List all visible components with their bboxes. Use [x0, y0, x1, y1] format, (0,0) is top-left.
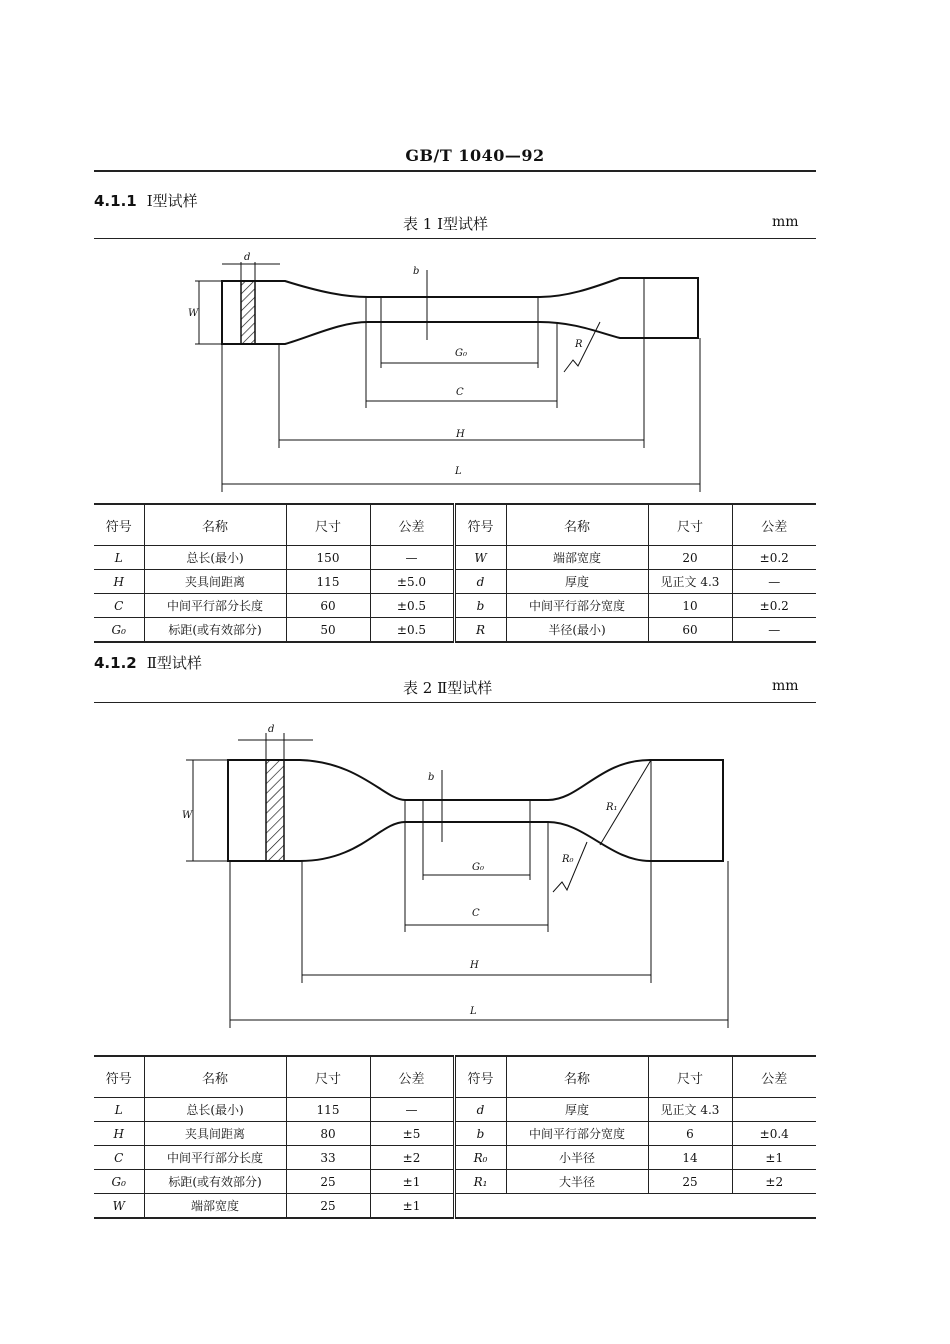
fig2-label-L: L — [470, 1006, 477, 1017]
cell-name: 中间平行部分宽度 — [506, 594, 648, 618]
specimen-outline-2 — [228, 760, 723, 861]
cell-symbol: R — [454, 618, 506, 643]
cell-symbol: H — [94, 570, 144, 594]
cell-size: 25 — [286, 1170, 370, 1194]
header-size: 尺寸 — [286, 504, 370, 546]
cell-size: 25 — [286, 1194, 370, 1219]
cell-size: 14 — [648, 1146, 732, 1170]
cell-name: 端部宽度 — [144, 1194, 286, 1219]
header-symbol: 符号 — [454, 1056, 506, 1098]
cell-size: 60 — [286, 594, 370, 618]
header-size: 尺寸 — [286, 1056, 370, 1098]
cell-symbol: H — [94, 1122, 144, 1146]
cell-size: 25 — [648, 1170, 732, 1194]
cell-name: 中间平行部分长度 — [144, 594, 286, 618]
cell-tolerance: — — [732, 570, 816, 594]
cell-size: 10 — [648, 594, 732, 618]
header-name: 名称 — [144, 1056, 286, 1098]
cell-name: 半径(最小) — [506, 618, 648, 643]
header-symbol: 符号 — [94, 504, 144, 546]
fig1-label-W: W — [188, 308, 199, 319]
cell-symbol: W — [454, 546, 506, 570]
cell-tolerance: ±0.5 — [370, 618, 454, 643]
cell-size: 115 — [286, 570, 370, 594]
fig1-label-L: L — [455, 466, 462, 477]
cell-name: 小半径 — [506, 1146, 648, 1170]
cell-size: 150 — [286, 546, 370, 570]
cell-name: 中间平行部分宽度 — [506, 1122, 648, 1146]
cell-symbol: b — [454, 594, 506, 618]
cell-size: 80 — [286, 1122, 370, 1146]
cell-tolerance — [732, 1098, 816, 1122]
fig1-label-H: H — [456, 429, 465, 440]
fig2-label-G0: G₀ — [472, 862, 484, 873]
cell-tolerance: ±2 — [370, 1146, 454, 1170]
cell-tolerance: ±2 — [732, 1170, 816, 1194]
fig2-label-d: d — [268, 724, 275, 735]
fig2-label-W: W — [182, 810, 193, 821]
cell-symbol: b — [454, 1122, 506, 1146]
dimension-table-2 — [94, 1055, 816, 1219]
cell-symbol: W — [94, 1194, 144, 1219]
table-row — [94, 1194, 816, 1219]
header-size: 尺寸 — [648, 1056, 732, 1098]
cell-name: 端部宽度 — [506, 546, 648, 570]
cell-tolerance: ±0.5 — [370, 594, 454, 618]
cell-size: 20 — [648, 546, 732, 570]
cell-symbol: C — [94, 594, 144, 618]
empty-cell — [454, 1194, 816, 1219]
cell-name: 厚度 — [506, 570, 648, 594]
cell-name: 厚度 — [506, 1098, 648, 1122]
cell-symbol: d — [454, 570, 506, 594]
cell-tolerance: ±1 — [370, 1170, 454, 1194]
header-name: 名称 — [144, 504, 286, 546]
cell-symbol: d — [454, 1098, 506, 1122]
cell-name: 中间平行部分长度 — [144, 1146, 286, 1170]
header-name: 名称 — [506, 1056, 648, 1098]
table-row — [94, 1098, 816, 1122]
header-tolerance: 公差 — [370, 1056, 454, 1098]
table-row — [94, 1122, 816, 1146]
fig1-label-G0: G₀ — [455, 348, 467, 359]
table-caption-1: 表 1 Ⅰ型试样 — [403, 215, 489, 233]
section-title: Ⅰ型试样 — [146, 192, 198, 210]
cell-tolerance: ±0.2 — [732, 546, 816, 570]
cell-tolerance: ±1 — [370, 1194, 454, 1219]
cell-name: 标距(或有效部分) — [144, 618, 286, 643]
cell-symbol: R₁ — [454, 1170, 506, 1194]
cell-size: 见正文 4.3 — [648, 570, 732, 594]
cell-size: 50 — [286, 618, 370, 643]
cell-name: 标距(或有效部分) — [144, 1170, 286, 1194]
unit-label-1: mm — [772, 214, 799, 230]
thickness-section-hatch — [266, 760, 284, 861]
cell-tolerance: ±5.0 — [370, 570, 454, 594]
table-row — [94, 1170, 816, 1194]
fig1-label-b: b — [413, 266, 420, 277]
section-number: 4.1.1 — [94, 192, 137, 210]
unit-label-2: mm — [772, 678, 799, 694]
cell-size: 33 — [286, 1146, 370, 1170]
cell-symbol: R₀ — [454, 1146, 506, 1170]
cell-size: 见正文 4.3 — [648, 1098, 732, 1122]
header-symbol: 符号 — [454, 504, 506, 546]
section-number: 4.1.2 — [94, 654, 137, 672]
fig2-label-R1: R₁ — [606, 802, 618, 813]
cell-size: 115 — [286, 1098, 370, 1122]
table-caption-2: 表 2 Ⅱ型试样 — [403, 679, 493, 697]
cell-size: 60 — [648, 618, 732, 643]
header-tolerance: 公差 — [732, 504, 816, 546]
header-symbol: 符号 — [94, 1056, 144, 1098]
cell-symbol: G₀ — [94, 618, 144, 643]
cell-name: 夹具间距离 — [144, 1122, 286, 1146]
cell-tolerance: — — [370, 1098, 454, 1122]
fig1-label-R: R — [575, 339, 583, 350]
fig2-label-H: H — [470, 960, 479, 971]
header-size: 尺寸 — [648, 504, 732, 546]
header-name: 名称 — [506, 504, 648, 546]
cell-name: 总长(最小) — [144, 546, 286, 570]
cell-name: 总长(最小) — [144, 1098, 286, 1122]
cell-tolerance: — — [370, 546, 454, 570]
cell-symbol: C — [94, 1146, 144, 1170]
cell-symbol: L — [94, 546, 144, 570]
fig1-label-C: C — [456, 387, 464, 398]
cell-tolerance: ±0.2 — [732, 594, 816, 618]
cell-tolerance: ±1 — [732, 1146, 816, 1170]
section-title: Ⅱ型试样 — [146, 654, 202, 672]
standard-number: GB/T 1040—92 — [405, 146, 545, 165]
fig2-label-b: b — [428, 772, 435, 783]
fig1-label-d: d — [244, 252, 251, 263]
table-row — [94, 1146, 816, 1170]
cell-tolerance: ±0.4 — [732, 1122, 816, 1146]
cell-symbol: G₀ — [94, 1170, 144, 1194]
cell-size: 6 — [648, 1122, 732, 1146]
cell-name: 夹具间距离 — [144, 570, 286, 594]
fig2-label-C: C — [472, 908, 480, 919]
cell-name: 大半径 — [506, 1170, 648, 1194]
header-tolerance: 公差 — [370, 504, 454, 546]
cell-tolerance: ±5 — [370, 1122, 454, 1146]
fig2-label-R0: R₀ — [562, 854, 574, 865]
cell-tolerance: — — [732, 618, 816, 643]
header-tolerance: 公差 — [732, 1056, 816, 1098]
cell-symbol: L — [94, 1098, 144, 1122]
